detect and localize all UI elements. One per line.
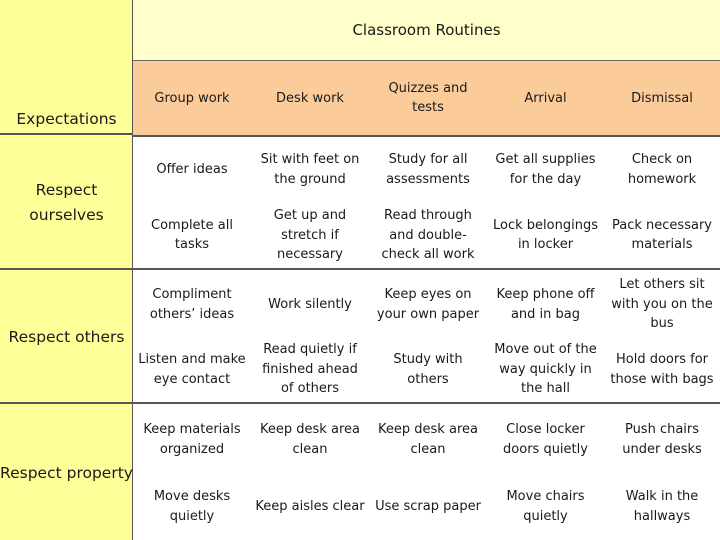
table-cell: Study for all assessments [386, 152, 470, 187]
column-header-dismissal: Dismissal [631, 90, 693, 106]
table-cell: Lock belongings in locker [493, 217, 598, 253]
table-row [133, 272, 720, 337]
table-cell: Keep desk area clean [378, 422, 478, 457]
table-row [133, 337, 720, 402]
table-cell: Pack necessary materials [612, 217, 712, 253]
table-cell: Let others sit with you on the bus [611, 277, 713, 332]
column-header-quizzes-and-tests: Quizzes and tests [388, 81, 468, 115]
table-row [133, 137, 720, 203]
table-cell: Keep desk area clean [260, 422, 360, 457]
column-header-desk-work: Desk work [276, 90, 344, 106]
expectations-label: Expectations [0, 105, 133, 135]
table-cell: Move desks quietly [153, 489, 231, 524]
table-row [133, 406, 720, 473]
table-cell: Work silently [268, 296, 352, 312]
table-cell: Study with others [393, 352, 463, 387]
column-header-arrival: Arrival [524, 90, 567, 106]
row-label-respect-property: Respect property [0, 463, 133, 482]
row-group-respect-others [133, 272, 720, 404]
table-cell: Compliment others’ ideas [149, 287, 235, 322]
row-group-respect-property [133, 406, 720, 540]
row-label-respect-others: Respect others [0, 272, 133, 404]
table-cell: Walk in the hallways [625, 489, 699, 524]
row-header-column [0, 0, 133, 540]
table-cell: Complete all tasks [151, 217, 233, 253]
table-cell: Get all supplies for the day [495, 152, 596, 187]
table-cell: Sit with feet on the ground [260, 152, 360, 187]
table-cell: Listen and make eye contact [138, 352, 246, 387]
row-label-respect-ourselves: Respect ourselves [0, 137, 133, 270]
table-cell: Close locker doors quietly [503, 422, 588, 457]
table-cell: Check on homework [627, 152, 697, 187]
table-cell: Move chairs quietly [506, 489, 585, 524]
column-header-row [133, 61, 720, 137]
table-cell: Keep phone off and in bag [496, 287, 595, 322]
column-header-group-work: Group work [154, 90, 230, 106]
table-cell: Offer ideas [156, 162, 228, 177]
table-cell: Read through and double-check all work [381, 208, 475, 262]
table-row [133, 203, 720, 269]
table-cell: Hold doors for those with bags [610, 352, 714, 387]
table-cell: Push chairs under desks [622, 422, 702, 457]
table-cell: Read quietly if finished ahead of others [262, 342, 358, 397]
row-group-respect-ourselves [133, 137, 720, 270]
table-cell: Keep eyes on your own paper [376, 287, 480, 322]
table-cell: Use scrap paper [375, 498, 481, 514]
table-cell: Keep aisles clear [255, 498, 365, 514]
table-body [133, 137, 720, 540]
table-cell: Keep materials organized [143, 422, 241, 457]
table-cell: Move out of the way quickly in the hall [494, 342, 597, 397]
table-cell: Get up and stretch if necessary [273, 208, 347, 262]
table-title: Classroom Routines [133, 0, 720, 61]
table-row [133, 473, 720, 540]
